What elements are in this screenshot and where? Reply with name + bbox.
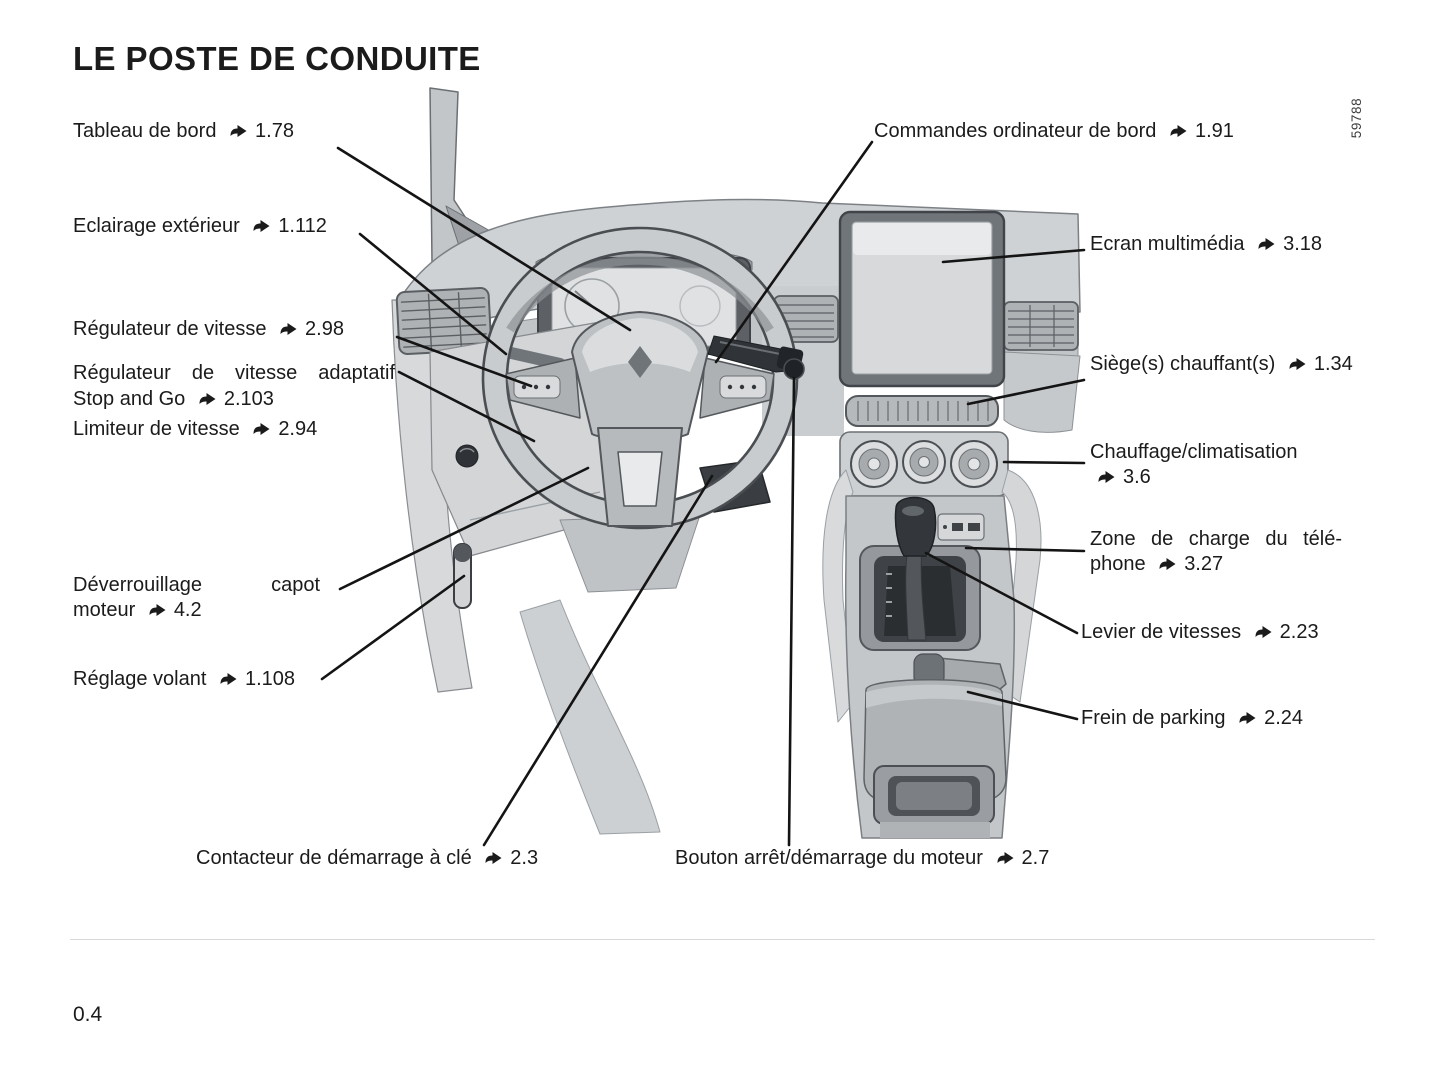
callout-label: Levier de vitesses bbox=[1081, 621, 1242, 643]
page-ref-arrow-icon bbox=[1169, 124, 1190, 138]
cockpit-drawing bbox=[392, 88, 1080, 838]
page-ref-arrow-icon bbox=[198, 392, 219, 406]
callout-contacteur-cle bbox=[196, 846, 538, 871]
callout-chauffage-climatisation bbox=[1090, 440, 1350, 490]
callout-label: Zone de charge du téléphone bbox=[1090, 528, 1342, 575]
climate-knob-right bbox=[951, 441, 997, 487]
callout-limiteur-vitesse bbox=[73, 417, 317, 442]
page-ref-arrow-icon bbox=[1097, 470, 1118, 484]
callout-ref: 1.108 bbox=[245, 668, 296, 690]
callout-label: Eclairage extérieur bbox=[73, 215, 240, 237]
callout-regulateur-adaptatif bbox=[73, 360, 395, 412]
callout-label: Tableau de bord bbox=[73, 120, 217, 142]
callout-ref: 1.91 bbox=[1194, 120, 1234, 142]
vent-strip bbox=[846, 396, 998, 426]
page-ref-arrow-icon bbox=[252, 422, 273, 436]
page-ref-arrow-icon bbox=[229, 124, 250, 138]
page-ref-arrow-icon bbox=[1254, 625, 1275, 639]
callout-label: Bouton arrêt/démarrage du moteur bbox=[675, 847, 983, 869]
page-ref-arrow-icon bbox=[1238, 711, 1259, 725]
callout-ref: 2.94 bbox=[278, 418, 318, 440]
callout-ref: 1.34 bbox=[1313, 353, 1353, 375]
callout-commandes-ordinateur bbox=[874, 119, 1234, 144]
page-ref-arrow-icon bbox=[1288, 357, 1309, 371]
callout-reglage-volant bbox=[73, 667, 295, 692]
leader-chauffage-clim bbox=[1004, 462, 1084, 463]
page-number: 0.4 bbox=[73, 1003, 103, 1026]
callout-ref: 3.6 bbox=[1123, 466, 1151, 488]
callout-label: Régulateur de vitesse bbox=[73, 318, 267, 340]
callout-ref: 2.103 bbox=[223, 388, 274, 410]
climate-knob-left bbox=[851, 441, 897, 487]
page-ref-arrow-icon bbox=[252, 219, 273, 233]
callout-ref: 4.2 bbox=[173, 599, 202, 621]
callout-ref: 3.18 bbox=[1283, 233, 1323, 255]
callout-label: Régulateur de vitesse adaptatif Stop and Go bbox=[73, 362, 395, 410]
callout-ref: 2.3 bbox=[510, 847, 539, 869]
right-air-vent bbox=[1004, 302, 1080, 432]
figure-id: 59788 bbox=[1348, 97, 1364, 139]
callout-ref: 1.78 bbox=[255, 120, 294, 142]
callout-label: Contacteur de démarrage à clé bbox=[196, 847, 472, 869]
callout-label: Frein de parking bbox=[1081, 707, 1226, 729]
engine-start-button bbox=[784, 359, 804, 379]
callout-frein-parking bbox=[1081, 706, 1303, 731]
callout-regulateur-vitesse bbox=[73, 317, 344, 342]
multimedia-screen bbox=[840, 212, 1004, 386]
usb-charge-panel bbox=[938, 514, 984, 540]
page-ref-arrow-icon bbox=[1257, 237, 1278, 251]
callout-siege-chauffant bbox=[1090, 352, 1358, 377]
page-ref-arrow-icon bbox=[148, 603, 169, 617]
callout-ref: 2.98 bbox=[305, 318, 344, 340]
callout-levier-vitesses bbox=[1081, 620, 1319, 645]
callout-label: Limiteur de vitesse bbox=[73, 418, 240, 440]
callout-label: Déverrouillage capot moteur bbox=[73, 574, 320, 621]
callout-label: Siège(s) chauffant(s) bbox=[1090, 353, 1276, 375]
callout-label: Commandes ordinateur de bord bbox=[874, 120, 1157, 142]
callout-ref: 2.23 bbox=[1279, 621, 1319, 643]
callout-ref: 2.7 bbox=[1021, 847, 1050, 869]
callout-deverrouillage-capot bbox=[73, 573, 320, 623]
callout-ref: 1.112 bbox=[278, 215, 327, 237]
climate-control-panel bbox=[840, 432, 1008, 496]
callout-eclairage-exterieur bbox=[73, 214, 327, 239]
callout-ecran-multimedia bbox=[1090, 232, 1322, 257]
callout-zone-charge bbox=[1090, 527, 1342, 577]
page-ref-arrow-icon bbox=[484, 851, 505, 865]
page-ref-arrow-icon bbox=[1158, 557, 1179, 571]
page-ref-arrow-icon bbox=[996, 851, 1017, 865]
callout-ref: 2.24 bbox=[1264, 707, 1304, 729]
footer-rule bbox=[70, 939, 1375, 940]
callout-label: Réglage volant bbox=[73, 668, 207, 690]
climate-knob-center bbox=[903, 441, 945, 483]
callout-label: Ecran multimédia bbox=[1090, 233, 1245, 255]
callout-tableau-de-bord bbox=[73, 119, 294, 144]
callout-ref: 3.27 bbox=[1184, 553, 1224, 575]
callout-label: Chauffage/climatisation bbox=[1090, 441, 1298, 463]
page-ref-arrow-icon bbox=[219, 672, 240, 686]
leader-bouton-arret bbox=[789, 378, 794, 845]
page-ref-arrow-icon bbox=[279, 322, 300, 336]
callout-bouton-arret bbox=[675, 846, 1049, 871]
console-leg bbox=[520, 600, 660, 834]
page-title: LE POSTE DE CONDUITE bbox=[73, 40, 481, 78]
